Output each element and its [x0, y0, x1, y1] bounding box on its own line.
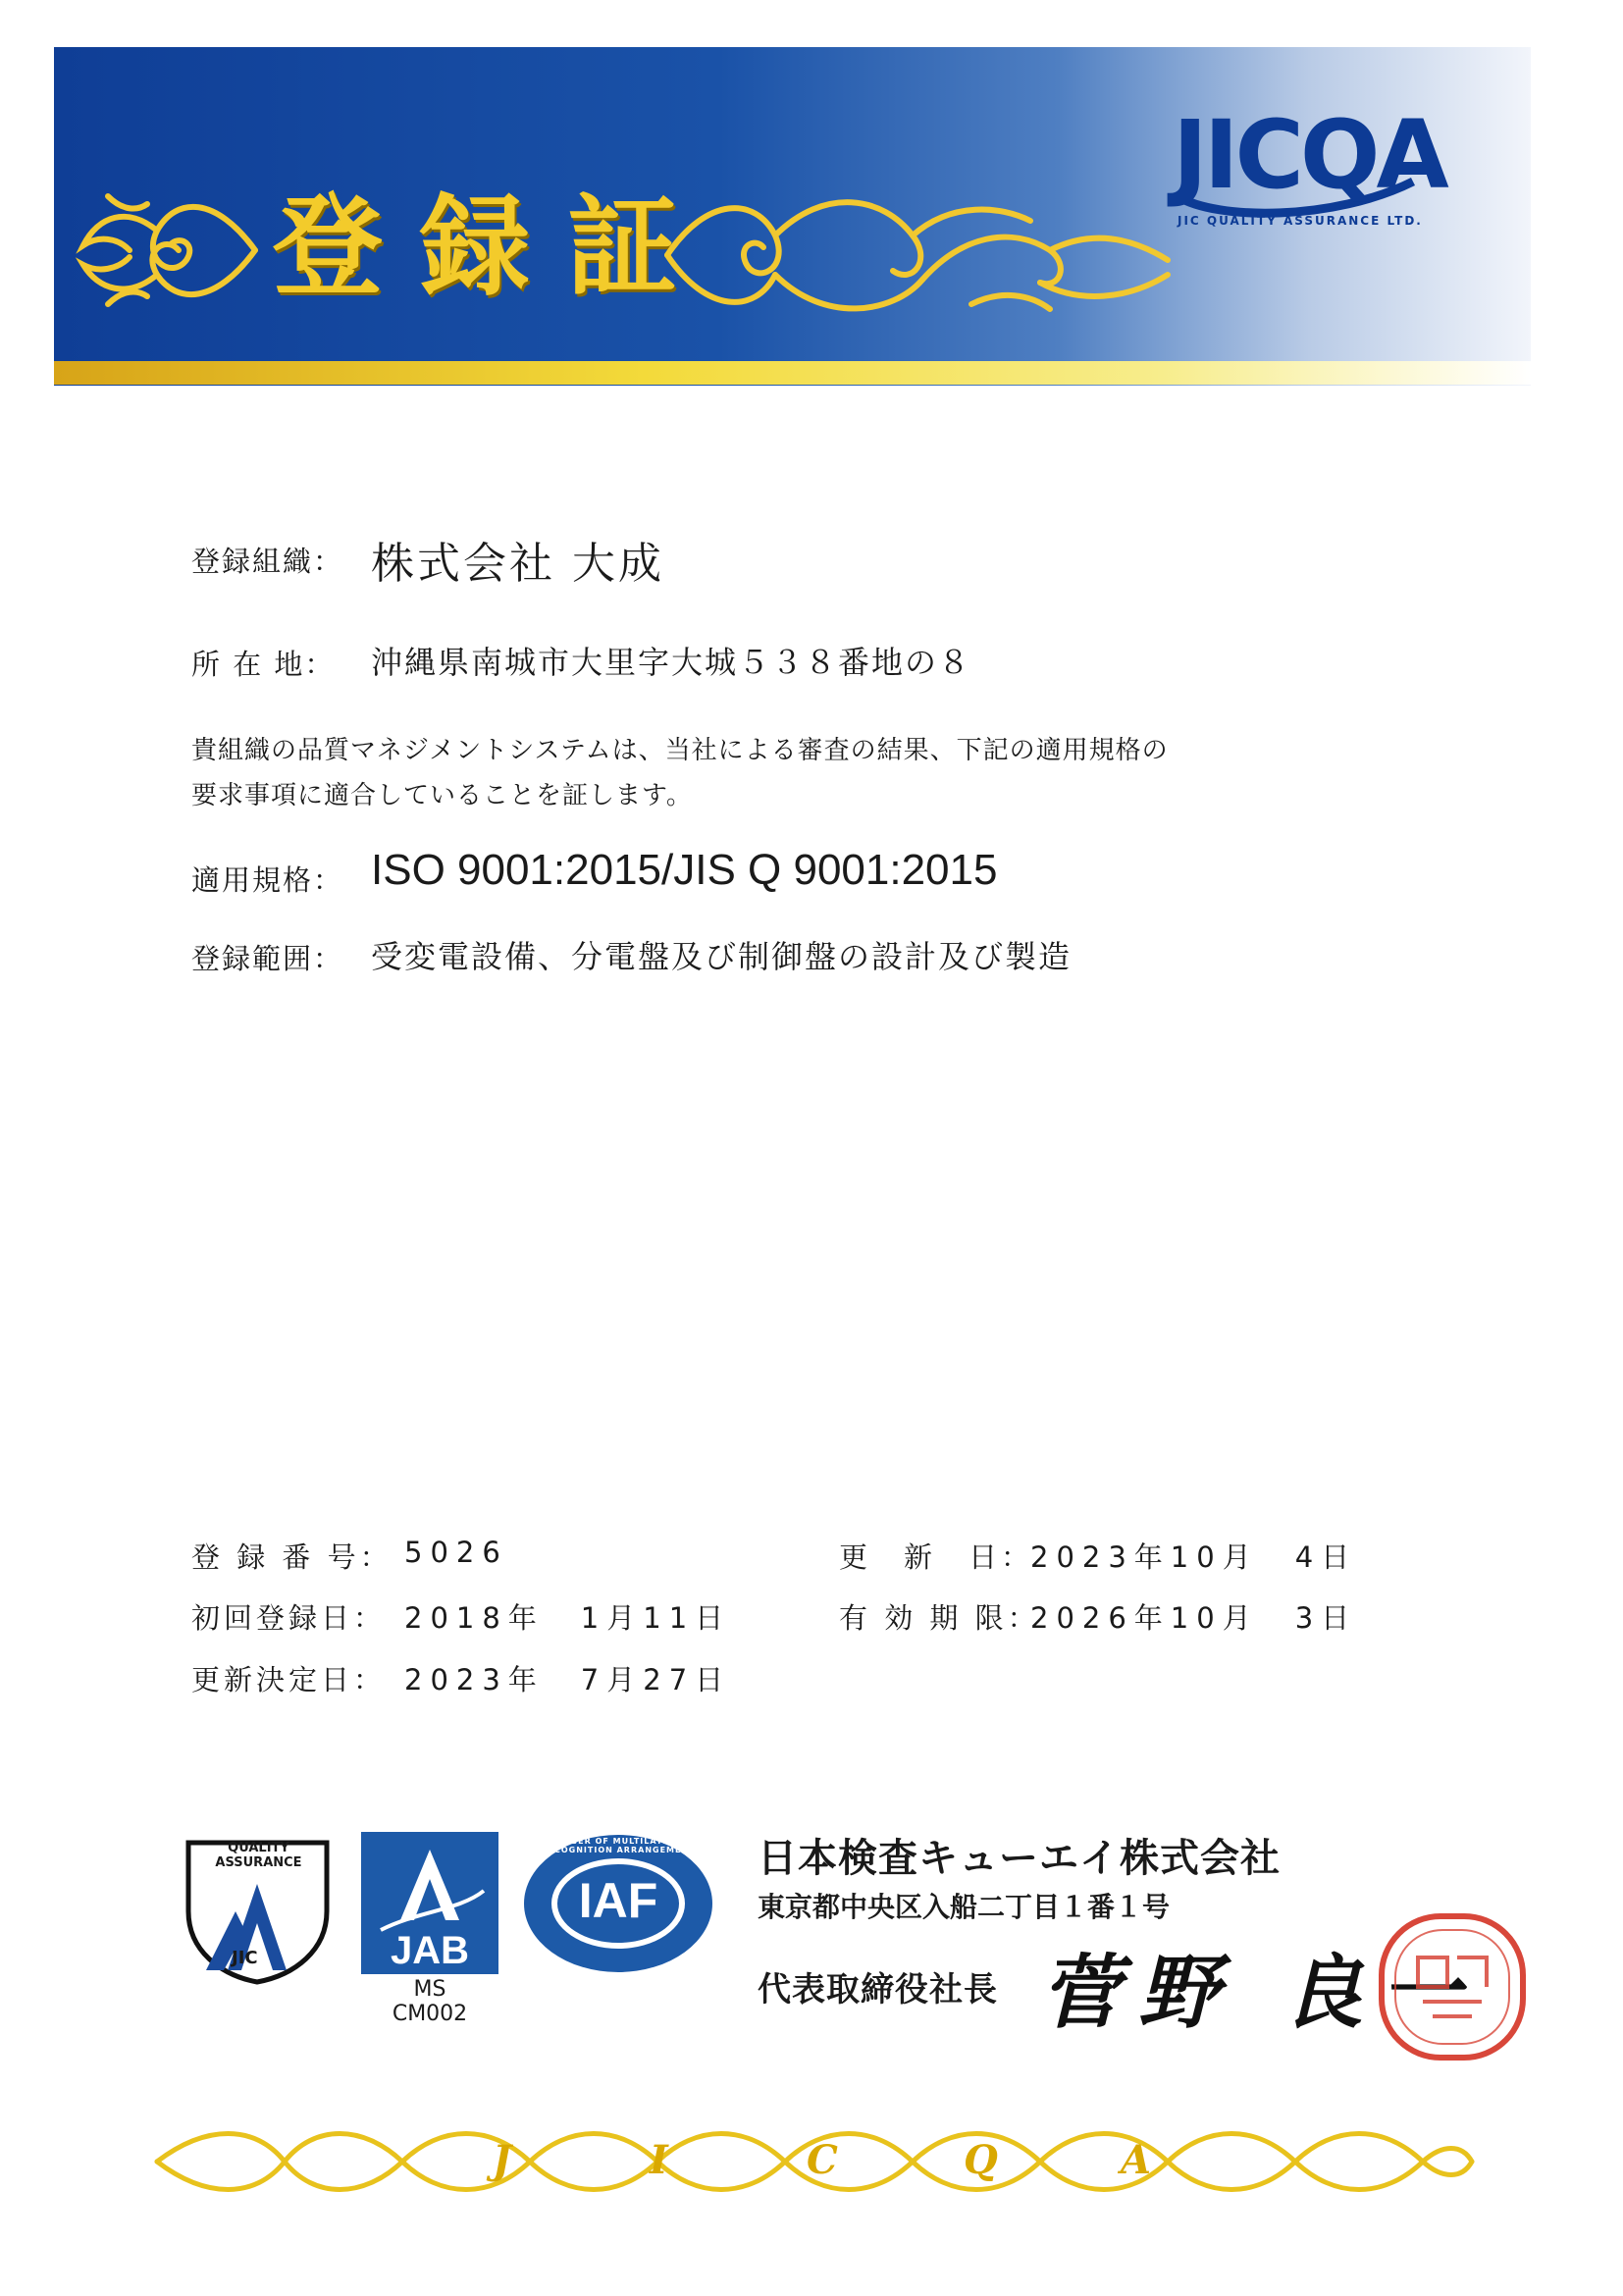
ornament-letter-a: A [1121, 2137, 1152, 2183]
certificate-title: 登録証 [273, 183, 714, 311]
jab-mark-text: JAB [390, 1929, 470, 1972]
expiry-label: 有 効 期 限： [839, 1601, 1040, 1635]
qa-mark-subtext: JIC [232, 1948, 258, 1968]
right-flourish-ornament [657, 177, 1187, 334]
scope-value: 受変電設備、分電盤及び制御盤の設計及び製造 [371, 938, 1073, 975]
jab-caption-code: CM002 [392, 2002, 468, 2026]
issuer-title: 代表取締役社長 [758, 1970, 998, 2009]
reg-number-value: 5026 [404, 1536, 508, 1569]
renewal-date-value: 2023年10月 4日 [1030, 1540, 1358, 1574]
standard-value: ISO 9001:2015/JIS Q 9001:2015 [371, 846, 998, 894]
jicqa-logo-subtext: JIC QUALITY ASSURANCE LTD. [1178, 214, 1423, 228]
standard-label: 適用規格： [191, 863, 344, 897]
ornament-letter-q: Q [964, 2137, 998, 2183]
certification-statement [191, 728, 1169, 818]
first-registration-label: 初回登録日： [191, 1601, 387, 1635]
jicqa-logo-text: JICQA [1173, 100, 1445, 210]
issuer-address: 東京都中央区入船二丁目１番１号 [758, 1891, 1171, 1923]
left-flourish-ornament [69, 177, 265, 324]
first-registration-value: 2018年 1月11日 [404, 1601, 732, 1635]
header-gold-stripe [54, 361, 1531, 385]
ornament-letter-j: J [493, 2137, 511, 2183]
statement-line-1: 貴組織の品質マネジメントシステムは、当社による審査の結果、下記の適用規格の [191, 736, 1169, 765]
ornament-letter-c: C [807, 2137, 838, 2183]
company-seal-stamp [1374, 1908, 1531, 2065]
renewal-date-label: 更 新 日： [839, 1540, 1034, 1574]
scope-label: 登録範囲： [191, 942, 344, 975]
ornament-letter-i: I [650, 2137, 668, 2183]
organization-name: 株式会社 大成 [371, 539, 664, 589]
address-label: 所 在 地： [191, 648, 336, 681]
address-value: 沖縄県南城市大里字大城５３８番地の８ [371, 644, 972, 681]
statement-line-2: 要求事項に適合していることを証します。 [191, 781, 693, 810]
iaf-ring-text: MEMBER OF MULTILATERAL RECOGNITION ARRANGEMENT [541, 1837, 696, 1854]
issuer-signature-name: 菅野 良一 [1040, 1946, 1479, 2040]
organization-label: 登録組織： [191, 545, 344, 578]
issuer-company: 日本検査キューエイ株式会社 [758, 1835, 1281, 1881]
jab-caption-ms: MS [413, 1977, 446, 2002]
expiry-value: 2026年10月 3日 [1030, 1601, 1358, 1635]
qa-mark-text: QUALITY ASSURANCE [215, 1841, 302, 1870]
reg-number-label: 登 録 番 号： [191, 1540, 393, 1574]
iaf-mark-text: IAF [578, 1873, 658, 1928]
renewal-decision-value: 2023年 7月27日 [404, 1663, 732, 1696]
renewal-decision-label: 更新決定日： [191, 1663, 387, 1696]
